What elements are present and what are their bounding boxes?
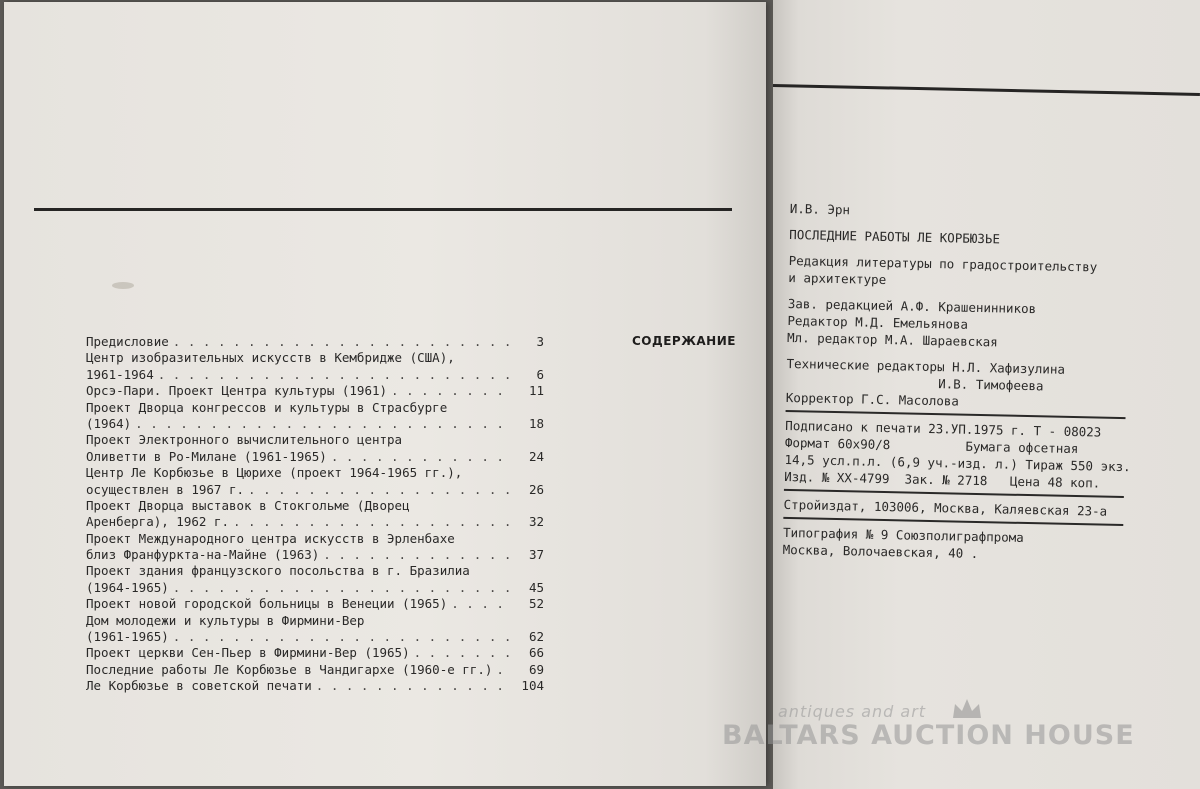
imprint-order: Изд. № ХХ-4799 Зак. № 2718 Цена 48 коп.	[784, 468, 1101, 491]
toc-page-number: 45	[528, 579, 544, 595]
toc-leader-dots	[312, 678, 514, 694]
toc-entry-text: Проект Дворца выставок в Стокгольме (Дворец	[86, 497, 410, 513]
toc-entry-text: (1964-1965)	[86, 579, 169, 595]
imprint-printer-address: Москва, Волочаевская, 40 .	[782, 541, 979, 562]
paper-stain	[112, 282, 134, 289]
toc-entry	[86, 400, 544, 433]
toc-entry	[86, 645, 544, 661]
imprint-head-editor: Зав. редакцией А.Ф. Крашенинников	[787, 295, 1037, 317]
toc-entry	[86, 678, 544, 694]
toc-page-number: 6	[536, 366, 544, 382]
imprint-author: И.В. Эрн	[789, 200, 851, 218]
toc-entry-text: Проект Международного центра искусств в Эрленбахе	[86, 530, 455, 546]
watermark-name: BALTARS AUCTION HOUSE	[722, 720, 1135, 751]
toc-leader-dots	[410, 645, 514, 661]
toc-page-number: 52	[528, 596, 544, 612]
imprint-editor: Редактор М.Д. Емельянова	[787, 312, 969, 332]
toc-entry-text: Проект Дворца конгрессов и культуры в Страсбурге	[86, 399, 448, 415]
imprint-signed: Подписано к печати 23.УП.1975 г. Т - 08023	[785, 417, 1102, 440]
toc-page-number: 69	[528, 661, 544, 677]
toc-page-number: 11	[528, 383, 544, 399]
toc-page-number: 32	[528, 514, 544, 530]
toc-entry-text: Дом молодежи и культуры в Фирмини-Вер	[86, 612, 365, 628]
imprint-junior-editor: Мл. редактор М.А. Шараевская	[786, 329, 998, 350]
imprint-proofreader: Корректор Г.С. Масолова	[785, 389, 960, 409]
imprint-printer: Типография № 9 Союзполиграфпрома	[782, 524, 1024, 545]
toc-entry-text: Орсэ-Пари. Проект Центра культуры (1961)	[86, 383, 388, 399]
toc-page-number: 18	[528, 415, 544, 431]
imprint-sheets: 14,5 усл.п.л. (6,9 уч.-изд. л.) Тираж 550 экз.	[784, 451, 1131, 475]
toc-leader-dots	[327, 449, 514, 465]
toc-entry	[86, 432, 544, 465]
toc-entry-text: осуществлен в 1967 г.	[86, 481, 245, 497]
toc-leader-dots	[169, 629, 514, 645]
table-of-contents	[86, 334, 544, 695]
toc-entry-text: близ Франфуркта-на-Майне (1963)	[86, 547, 320, 563]
toc-entry-text: Проект Электронного вычислительного центра	[86, 432, 403, 448]
toc-entry-text: Оливетти в Ро-Милане (1961-1965)	[86, 448, 327, 464]
toc-entry-text: Аренберга), 1962 г.	[86, 514, 229, 530]
toc-leader-dots	[244, 482, 514, 498]
toc-entry-text: (1964)	[86, 415, 132, 431]
toc-entry	[86, 531, 544, 564]
toc-leader-dots	[492, 662, 514, 678]
toc-leader-dots	[447, 596, 514, 612]
toc-entry	[86, 613, 544, 646]
toc-heading: СОДЕРЖАНИЕ	[632, 334, 736, 348]
toc-page-number: 62	[528, 629, 544, 645]
imprint-tech-editors-cont: И.В. Тимофеева	[938, 376, 1044, 394]
toc-leader-dots	[387, 383, 514, 399]
toc-leader-dots	[169, 334, 514, 350]
top-rule-right	[773, 84, 1200, 96]
toc-entry	[86, 334, 544, 350]
toc-entry-text: 1961-1964	[86, 366, 154, 382]
toc-entry-text: Последние работы Ле Корбюзье в Чандигархе (1960-е гг.)	[86, 661, 493, 677]
imprint-publisher: Стройиздат, 103006, Москва, Каляевская 23-а	[783, 496, 1108, 519]
toc-entry-text: Проект новой городской больницы в Венеции (1965)	[86, 596, 448, 612]
toc-entry	[86, 350, 544, 383]
crown-icon	[950, 696, 984, 722]
toc-entry	[86, 465, 544, 498]
toc-entry-text: Центр изобразительных искусств в Кембридже (США),	[86, 350, 455, 366]
toc-entry	[86, 383, 544, 399]
toc-page-number: 104	[521, 678, 544, 694]
toc-entry	[86, 596, 544, 612]
toc-leader-dots	[131, 416, 514, 432]
toc-page-number: 37	[528, 547, 544, 563]
toc-entry-text: (1961-1965)	[86, 629, 169, 645]
toc-entry-text: Проект церкви Сен-Пьер в Фирмини-Вер (1965)	[86, 645, 410, 661]
toc-entry-text: Центр Ле Корбюзье в Цюрихе (проект 1964-1965 гг.),	[86, 465, 463, 481]
imprint-tech-editors: Технические редакторы Н.Л. Хафизулина	[786, 355, 1066, 377]
toc-entry-text: Предисловие	[86, 334, 169, 349]
toc-entry	[86, 662, 544, 678]
imprint-format: Формат 60х90/8 Бумага офсетная	[784, 434, 1079, 457]
toc-entry	[86, 563, 544, 596]
watermark-subtitle: antiques and art	[778, 702, 927, 721]
toc-leader-dots	[154, 367, 514, 383]
toc-leader-dots	[169, 580, 514, 596]
toc-page-number: 66	[528, 645, 544, 661]
toc-leader-dots	[319, 547, 514, 563]
toc-entry-text: Ле Корбюзье в советской печати	[86, 678, 312, 694]
toc-entry-text: Проект здания французского посольства в г. Бразилиа	[86, 563, 470, 579]
imprint-block	[783, 200, 1150, 565]
toc-page-number: 3	[536, 334, 544, 349]
toc-leader-dots	[229, 514, 514, 530]
toc-entry	[86, 498, 544, 531]
toc-page-number: 24	[528, 448, 544, 464]
imprint-edition-cont: и архитектуре	[788, 269, 887, 288]
top-rule-left	[34, 208, 732, 211]
imprint-title: ПОСЛЕДНИЕ РАБОТЫ ЛЕ КОРБЮЗЬЕ	[789, 226, 1001, 247]
toc-page-number: 26	[528, 481, 544, 497]
imprint-edition: Редакция литературы по градостроительству	[788, 252, 1098, 275]
